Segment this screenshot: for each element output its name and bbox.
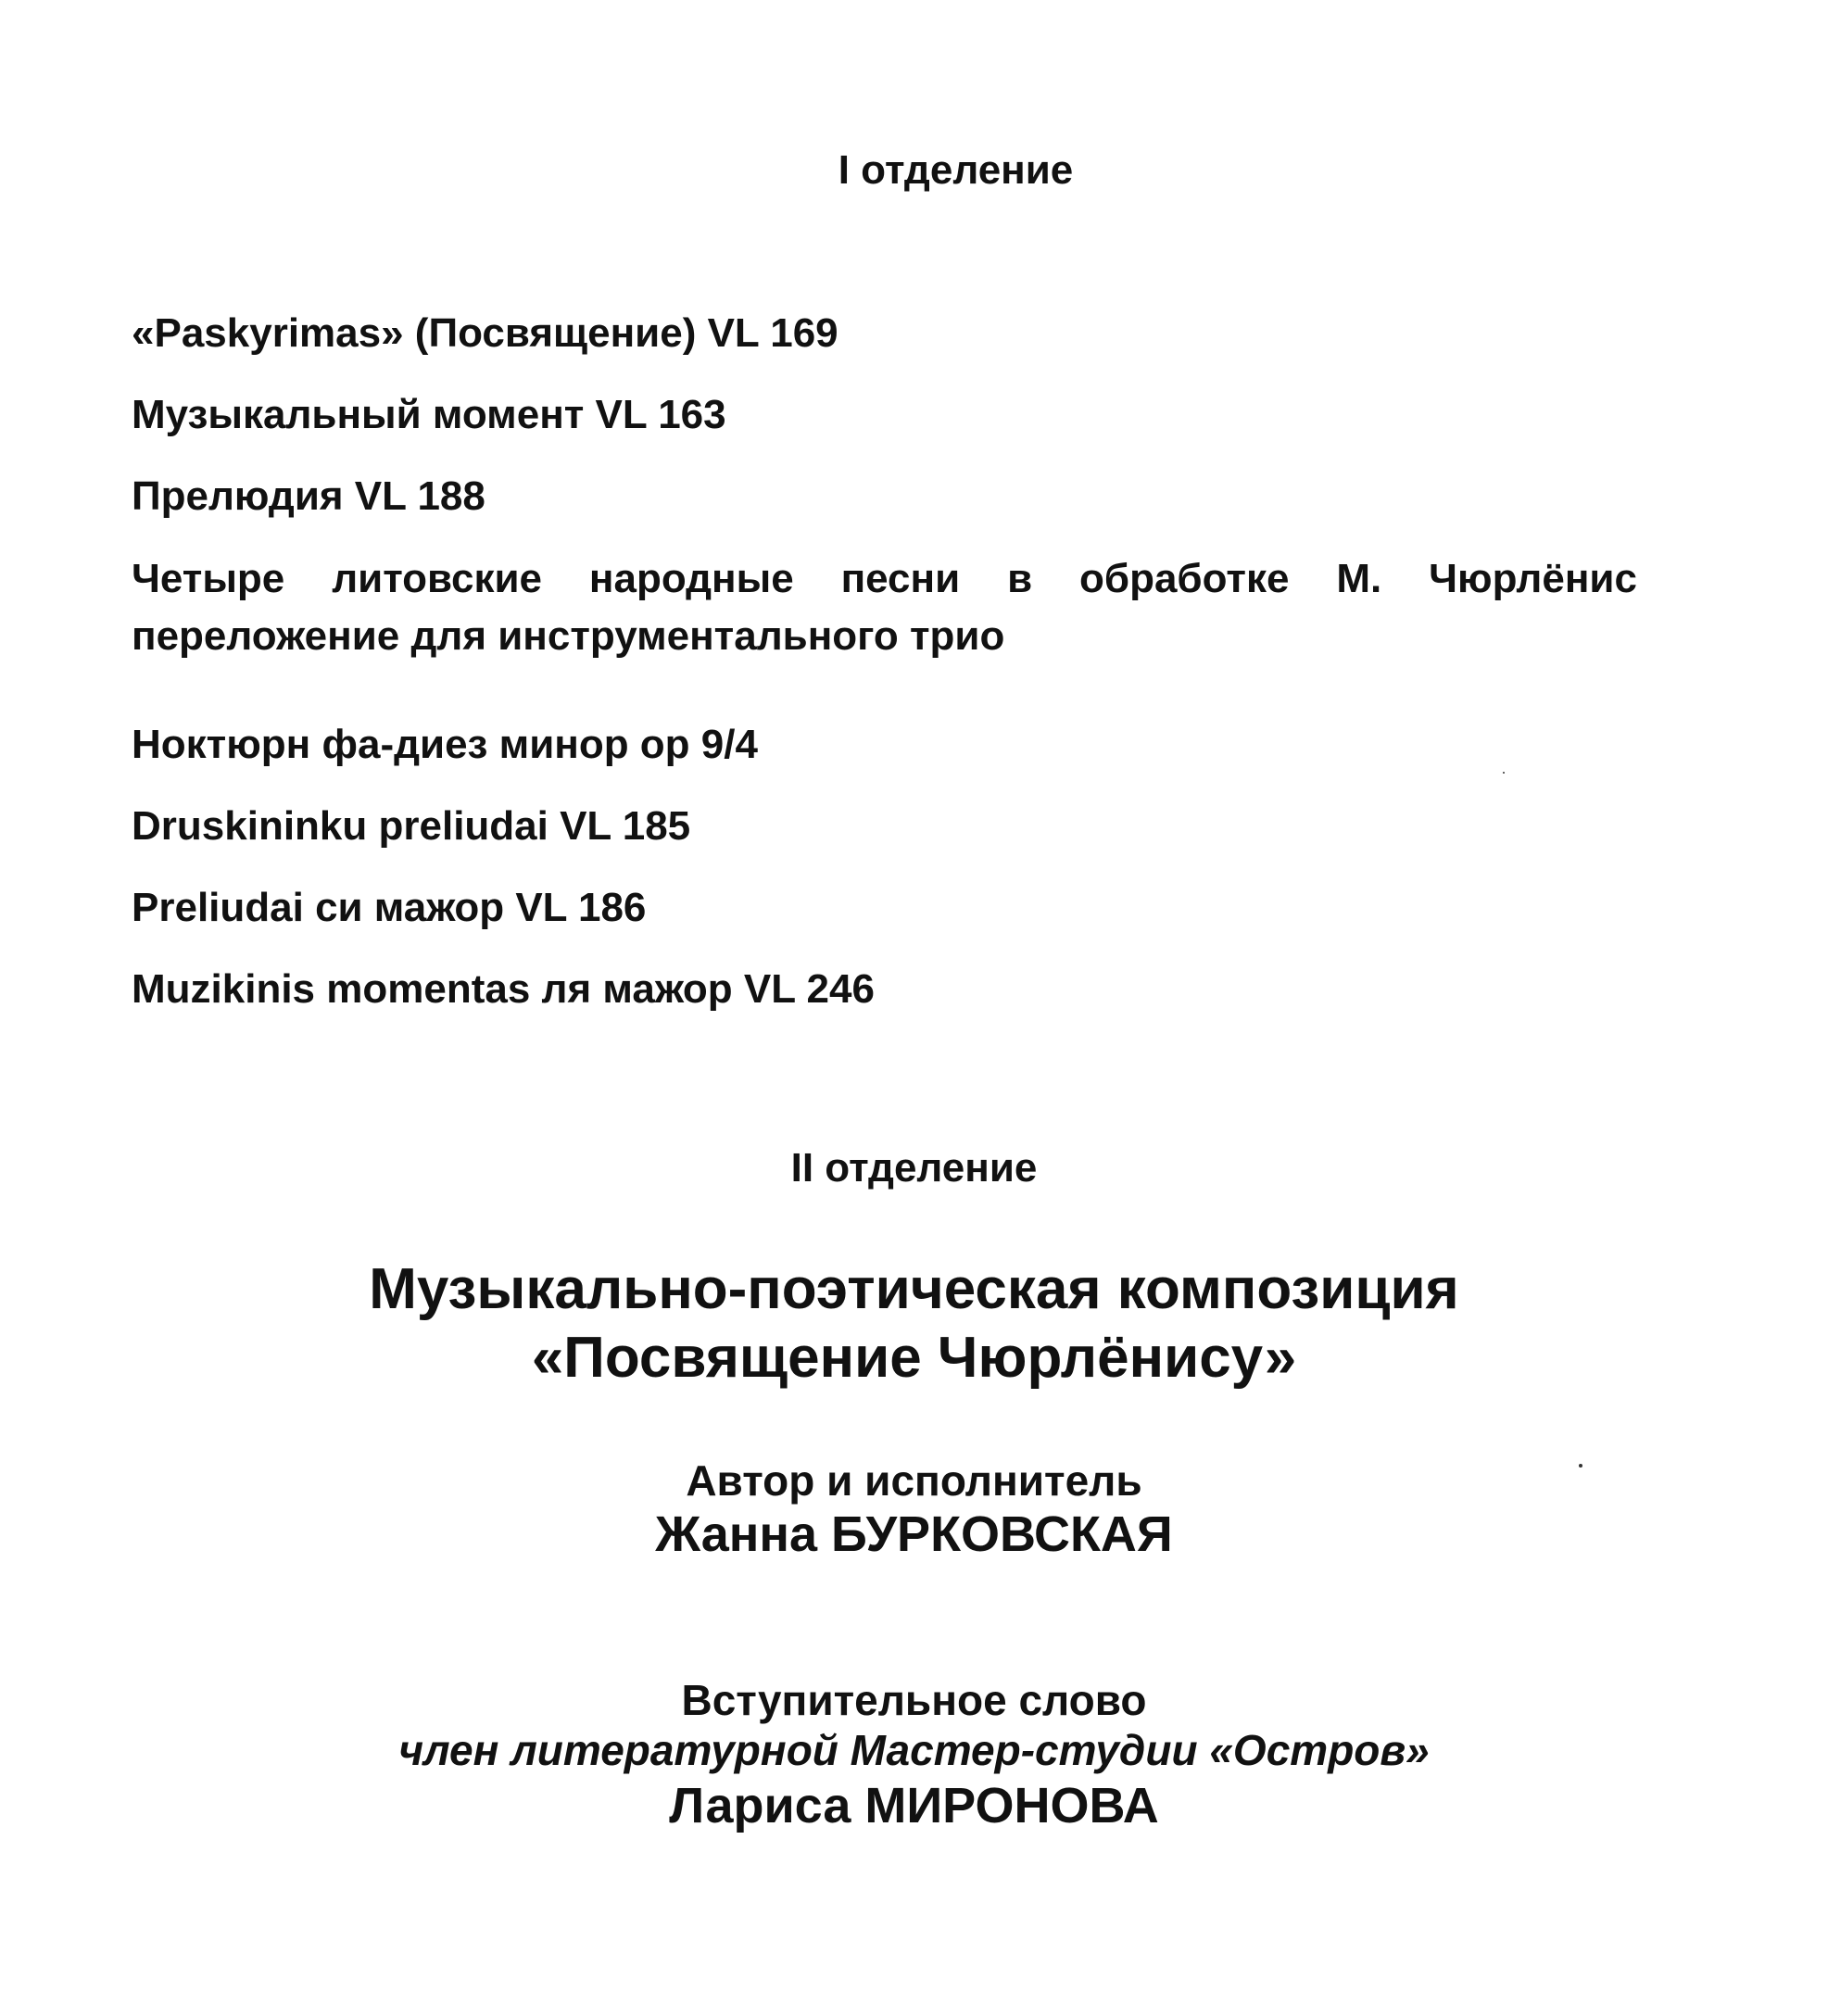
word: Четыре: [132, 556, 285, 601]
word: М.: [1336, 556, 1382, 601]
section2-heading: II отделение: [790, 1145, 1038, 1191]
author-name: Жанна БУРКОВСКАЯ: [655, 1506, 1173, 1562]
program-item-long-line2: переложение для инструментального трио: [132, 613, 1005, 659]
scan-speck: [1579, 1464, 1582, 1468]
section1-heading: I отделение: [838, 147, 1074, 193]
word: народные: [588, 556, 794, 601]
program-item-long-line1: [132, 550, 1637, 608]
word: песни: [840, 556, 961, 601]
intro-name: Лариса МИРОНОВА: [669, 1778, 1159, 1833]
word: обработке: [1079, 556, 1290, 601]
composition-title-line2: «Посвящение Чюрлёнису»: [531, 1326, 1297, 1390]
program-item: Druskininku preliudai VL 185: [132, 803, 691, 849]
program-item: Музыкальный момент VL 163: [132, 392, 726, 437]
program-item: Muzikinis momentas ля мажор VL 246: [132, 966, 875, 1012]
program-item-long: [132, 550, 1637, 665]
program-item: Preliudai си мажор VL 186: [132, 885, 647, 930]
program-item: «Paskyrimas» (Посвящение) VL 169: [132, 310, 838, 356]
intro-role: член литературной Мастер-студии «Остров»: [398, 1726, 1430, 1774]
word: в: [1007, 556, 1033, 601]
word: литовские: [332, 556, 542, 601]
word: Чюрлёнис: [1429, 556, 1637, 601]
composition-title-line1: Музыкально-поэтическая композиция: [369, 1257, 1459, 1321]
scan-speck: [1503, 772, 1505, 774]
program-item: Прелюдия VL 188: [132, 473, 485, 519]
author-label: Автор и исполнитель: [686, 1456, 1142, 1505]
program-item: Ноктюрн фа-диез минор ор 9/4: [132, 722, 758, 767]
composition-title: [0, 1255, 1828, 1392]
intro-label: Вступительное слово: [681, 1676, 1147, 1724]
